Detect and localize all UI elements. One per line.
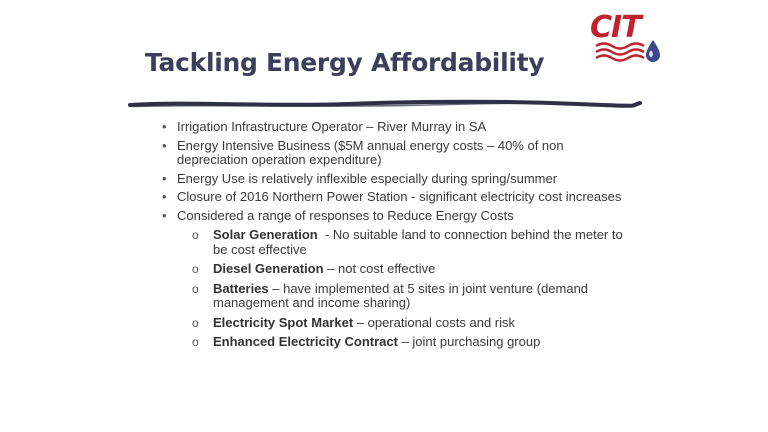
slide-title: Tackling Energy Affordability [145,48,545,77]
sub-item-heading: Diesel Generation [213,261,324,276]
sub-item-text: – operational costs and risk [353,314,516,330]
sub-list-item [177,316,630,331]
sub-bullet-list [177,228,630,350]
sub-list-item [177,228,630,257]
list-item: • Energy Intensive Business ($5M annual energy costs – 40% of non depreciation operation expenditure) [160,139,630,168]
bullet-list [160,120,630,355]
list-item: • Irrigation Infrastructure Operator – River Murray in SA [160,120,630,135]
sub-list-item [177,282,630,311]
sub-list-item [177,335,630,350]
sub-item-text: – joint purchasing group [397,334,541,349]
title-underline [128,98,642,110]
list-item: • Closure of 2016 Northern Power Station - significant electricity cost increases [160,190,630,205]
sub-item-heading: Electricity Spot Market [213,314,354,330]
sub-list-item [177,262,630,277]
logo-text: CIT [590,10,641,45]
sub-item-text: – not cost effective [323,261,436,276]
sub-item-heading: Solar Generation [213,227,318,242]
list-item: • Considered a range of responses to Reduce Energy Costs o Solar Generation - No suitable land to connection behind the meter to be cost effective o Diesel Generation – not cost effective o Batteries – have implemented at 5 sites in joint venture (demand management and income sharing) o Electricity Spot Market – operational costs and risk o Enhanced Electricity Contract – joint purchasing group [160,209,630,350]
sub-item-text: - No suitable land to connection behind the meter to be cost effective [213,227,627,257]
sub-item-heading: Enhanced Electricity Contract [213,334,398,349]
list-item: • Energy Use is relatively inflexible especially during spring/summer [160,172,630,187]
cit-logo [590,12,662,62]
sub-item-text: – have implemented at 5 sites in joint venture (demand management and income sharing) [213,280,589,310]
logo-waves-drop-icon [590,12,662,62]
sub-item-heading: Batteries [213,280,269,296]
